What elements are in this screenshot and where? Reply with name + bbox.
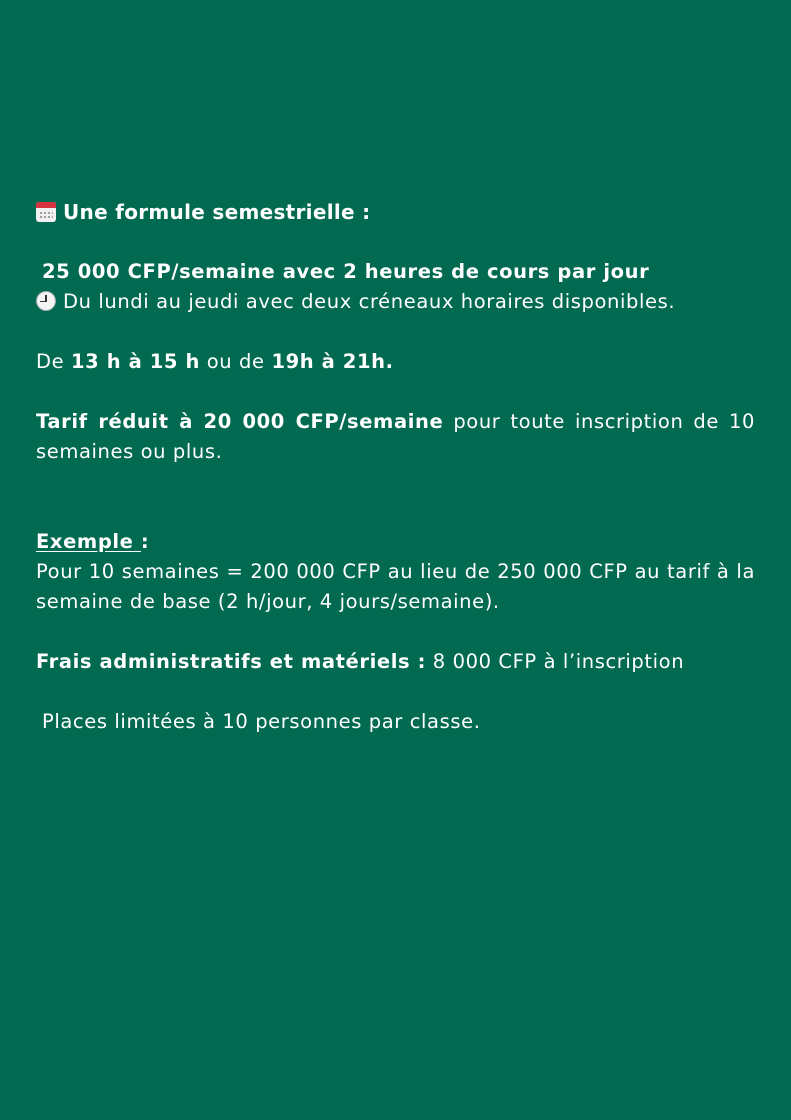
formula-heading — [36, 197, 755, 227]
schedule-middle: ou de — [199, 350, 272, 373]
schedule-slot-afternoon: 13 h à 15 h — [71, 350, 200, 373]
places-line: Places limitées à 10 personnes par classe. — [42, 710, 481, 733]
calendar-icon — [36, 202, 56, 222]
example-text: Pour 10 semaines = 200 000 CFP au lieu de 250 000 CFP au tarif à la semaine de base (2 h/jour, 4 jours/semaine). — [36, 560, 755, 613]
formula-heading-text: Une formule semestrielle : — [63, 200, 371, 224]
content — [36, 197, 755, 737]
price-line: 25 000 CFP/semaine avec 2 heures de cours par jour — [42, 260, 650, 283]
reduced-rate-rest: pour toute inscription de 10 semaines ou plus. — [36, 410, 756, 463]
reduced-rate-paragraph — [36, 407, 755, 467]
fees-value: 8 000 CFP à l’inscription — [425, 650, 685, 673]
spacer — [36, 467, 755, 527]
reduced-rate-bold: Tarif réduit à 20 000 CFP/semaine — [36, 410, 444, 433]
spacer — [36, 317, 755, 347]
spacer — [36, 617, 755, 647]
fees-line — [36, 647, 755, 677]
spacer — [36, 227, 755, 257]
schedule-slot-evening: 19h à 21h. — [271, 350, 394, 373]
spacer — [36, 677, 755, 707]
clock-icon — [36, 291, 56, 311]
fees-label: Frais administratifs et matériels : — [36, 650, 426, 673]
days-line-text: Du lundi au jeudi avec deux créneaux horaires disponibles. — [63, 290, 676, 313]
schedule-prefix: De — [36, 350, 72, 373]
schedule-line — [36, 347, 755, 377]
spacer — [36, 377, 755, 407]
example-title-text: Exemple — [36, 530, 141, 553]
example-title-colon: : — [140, 530, 150, 553]
days-line — [36, 287, 755, 317]
example-title — [36, 527, 755, 557]
